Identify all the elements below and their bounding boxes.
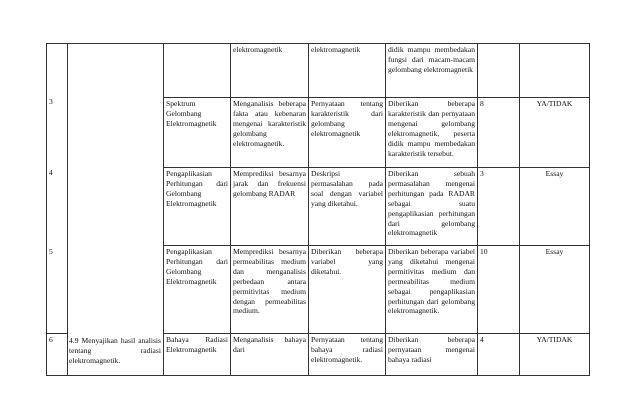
cell-bentuk: YA/TIDAK	[520, 334, 590, 376]
cell-stem: didik mampu membedakan fungsi dari macam-macam gelombang elektromagnetik	[386, 44, 478, 98]
cell-materi: Bahaya Radiasi Elektromagnetik	[164, 334, 231, 376]
cell-kd: 4.9 Menyajikan hasil analisis tentang radiasi elektromagnetik.	[69, 336, 161, 365]
cell-indikator: elektromagnetik	[231, 44, 309, 98]
cell-bentuk: Essay	[520, 168, 590, 246]
cell-materi	[164, 44, 231, 98]
cell-stem: Diberikan beberapa variabel yang diketahui mengenai permitivitas medium dan permeabilitas medium sebagai pengaplikasian perhitungan dari gelombang elektromagnetik.	[386, 246, 478, 334]
cell-no-empty	[47, 44, 68, 334]
cell-materi: Spektrum Gelombang Elektromagnetik	[164, 98, 231, 168]
row-number-4: 4	[49, 168, 53, 177]
cell-indikator: Menganalisis bahaya dari	[231, 334, 309, 376]
cell-materi: Pengaplikasian Perhitungan dari Gelombang Elektromagnetik	[164, 168, 231, 246]
cell-bentuk	[520, 44, 590, 98]
cell-no: 6	[47, 334, 68, 376]
cell-stem: Diberikan sebuah permasalahan mengenai perhitungan pada RADAR sebagai suatu pengaplikasian perhitungan dari gelombang elektromagnetik	[386, 168, 478, 246]
cell-soal-indikator: Pernyataan tentang bahaya radiasi elektromagnetik.	[309, 334, 386, 376]
cell-kd-empty	[68, 44, 164, 376]
cell-soal-indikator: elektromagnetik	[309, 44, 386, 98]
cell-nomor: 8	[478, 98, 520, 168]
table-row	[47, 44, 590, 98]
row-number-3: 3	[49, 97, 53, 106]
cell-nomor: 4	[478, 334, 520, 376]
cell-nomor: 10	[478, 246, 520, 334]
cell-stem: Diberikan beberapa pernyataan mengenai bahaya radiasi	[386, 334, 478, 376]
cell-indikator: Menganalisis beberapa fakta atau kebenaran mengenai karakteristik gelombang elektromagnetik.	[231, 98, 309, 168]
cell-materi: Pengaplikasian Perhitungan dari Gelombang Elektromagnetik	[164, 246, 231, 334]
row-number-5: 5	[49, 247, 53, 256]
cell-indikator: Memprediksi besarnya jarak dan frekuensi gelombang RADAR	[231, 168, 309, 246]
kisi-kisi-table	[46, 43, 590, 376]
cell-soal-indikator: Pernyataan tentang karakteristik dari gelombang elektromagnetik	[309, 98, 386, 168]
cell-stem: Diberikan beberapa karakteristik dan pernyataan mengenai gelombang elektromagnetik, peserta didik mampu membedakan karakteristik tersebut.	[386, 98, 478, 168]
cell-indikator: Memprediksi besarnya permeabilitas medium dan menganalisis perbedaan antara permitivitas medium dengan permeabilitas medium.	[231, 246, 309, 334]
cell-nomor: 3	[478, 168, 520, 246]
cell-bentuk: Essay	[520, 246, 590, 334]
cell-bentuk: YA/TIDAK	[520, 98, 590, 168]
cell-soal-indikator: Deskripsi permasalahan pada soal dengan variabel yang diketahui.	[309, 168, 386, 246]
cell-nomor	[478, 44, 520, 98]
cell-soal-indikator: Diberikan beberapa variabel yang diketahui.	[309, 246, 386, 334]
